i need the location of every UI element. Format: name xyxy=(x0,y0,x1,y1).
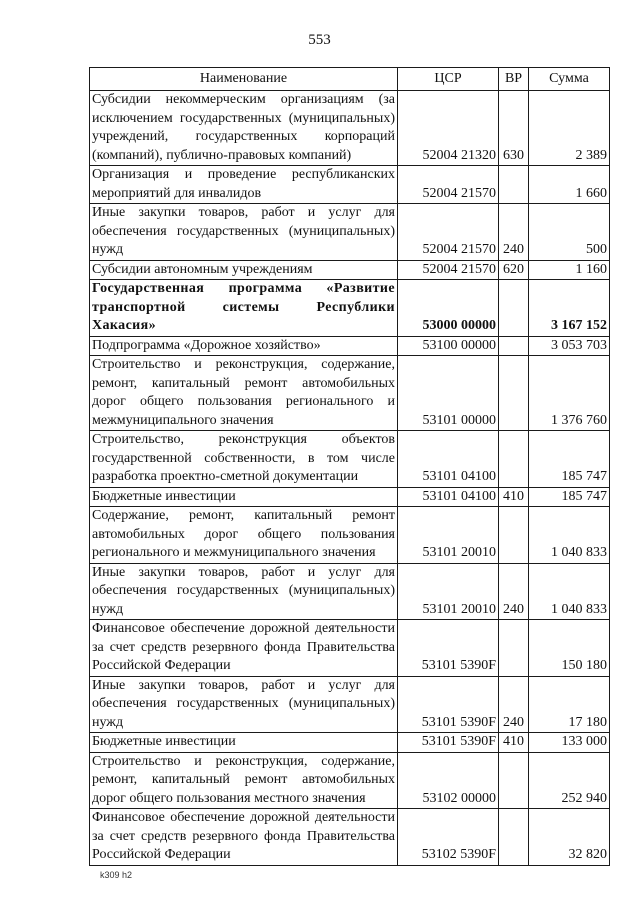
row-name: Финансовое обеспечение дорожной деятельности за счет средств резервного фонда Правительства Российской Федерации xyxy=(90,809,398,866)
row-vr xyxy=(499,809,529,866)
row-sum: 500 xyxy=(529,204,610,261)
row-csr: 53102 00000 xyxy=(398,752,499,809)
row-name: Бюджетные инвестиции xyxy=(90,733,398,753)
row-vr: 240 xyxy=(499,204,529,261)
row-vr xyxy=(499,620,529,677)
table-row xyxy=(90,260,610,280)
row-vr xyxy=(499,280,529,337)
row-csr: 53101 20010 xyxy=(398,507,499,564)
row-sum: 185 747 xyxy=(529,431,610,488)
header-name: Наименование xyxy=(90,68,398,91)
row-csr: 53101 04100 xyxy=(398,431,499,488)
table-row xyxy=(90,507,610,564)
row-name: Иные закупки товаров, работ и услуг для обеспечения государственных (муниципальных) нужд xyxy=(90,204,398,261)
table-row xyxy=(90,733,610,753)
header-csr: ЦСР xyxy=(398,68,499,91)
row-name: Государственная программа «Развитие транспортной системы Республики Хакасия» xyxy=(90,280,398,337)
row-vr xyxy=(499,752,529,809)
row-name: Подпрограмма «Дорожное хозяйство» xyxy=(90,336,398,356)
row-csr: 53101 5390F xyxy=(398,676,499,733)
row-vr: 410 xyxy=(499,487,529,507)
table-row xyxy=(90,431,610,488)
header-vr: ВР xyxy=(499,68,529,91)
row-name: Строительство и реконструкция, содержание, ремонт, капитальный ремонт автомобильных дорог общего пользования местного значения xyxy=(90,752,398,809)
table-row xyxy=(90,336,610,356)
footer-code: k309 h2 xyxy=(100,870,133,880)
row-name: Содержание, ремонт, капитальный ремонт автомобильных дорог общего пользования регионального и межмуниципального значения xyxy=(90,507,398,564)
table-row xyxy=(90,676,610,733)
table-row xyxy=(90,563,610,620)
row-csr: 53101 5390F xyxy=(398,620,499,677)
row-sum: 1 040 833 xyxy=(529,563,610,620)
table-row xyxy=(90,166,610,204)
row-name: Субсидии автономным учреждениям xyxy=(90,260,398,280)
row-sum: 1 160 xyxy=(529,260,610,280)
row-vr: 240 xyxy=(499,563,529,620)
table-row xyxy=(90,356,610,431)
row-vr: 240 xyxy=(499,676,529,733)
row-csr: 53101 00000 xyxy=(398,356,499,431)
row-sum: 3 053 703 xyxy=(529,336,610,356)
row-sum: 2 389 xyxy=(529,91,610,166)
row-csr: 53101 5390F xyxy=(398,733,499,753)
row-csr: 52004 21570 xyxy=(398,204,499,261)
row-sum: 133 000 xyxy=(529,733,610,753)
row-sum: 1 660 xyxy=(529,166,610,204)
row-name: Строительство, реконструкция объектов государственной собственности, в том числе разработка проектно-сметной документации xyxy=(90,431,398,488)
row-csr: 53101 20010 xyxy=(398,563,499,620)
row-csr: 53100 00000 xyxy=(398,336,499,356)
row-sum: 1 040 833 xyxy=(529,507,610,564)
row-name: Субсидии некоммерческим организациям (за исключением государственных (муниципальных) учреждений, государственных корпораций (компаний), публично-правовых компаний) xyxy=(90,91,398,166)
row-vr xyxy=(499,336,529,356)
row-csr: 52004 21570 xyxy=(398,166,499,204)
row-csr: 53102 5390F xyxy=(398,809,499,866)
row-vr xyxy=(499,356,529,431)
row-name: Организация и проведение республиканских мероприятий для инвалидов xyxy=(90,166,398,204)
row-sum: 185 747 xyxy=(529,487,610,507)
row-vr xyxy=(499,507,529,564)
header-sum: Сумма xyxy=(529,68,610,91)
row-sum: 17 180 xyxy=(529,676,610,733)
row-name: Строительство и реконструкция, содержание, ремонт, капитальный ремонт автомобильных дорог общего пользования регионального и межмуниципального значения xyxy=(90,356,398,431)
row-vr: 410 xyxy=(499,733,529,753)
table-row xyxy=(90,620,610,677)
row-sum: 150 180 xyxy=(529,620,610,677)
row-name: Иные закупки товаров, работ и услуг для обеспечения государственных (муниципальных) нужд xyxy=(90,676,398,733)
row-vr xyxy=(499,431,529,488)
row-name: Финансовое обеспечение дорожной деятельности за счет средств резервного фонда Правительства Российской Федерации xyxy=(90,620,398,677)
row-sum: 252 940 xyxy=(529,752,610,809)
page-number: 553 xyxy=(308,32,331,48)
table-body xyxy=(90,91,610,866)
row-sum: 3 167 152 xyxy=(529,280,610,337)
budget-table xyxy=(89,67,610,866)
row-csr: 52004 21570 xyxy=(398,260,499,280)
table-header xyxy=(90,68,610,91)
table-row xyxy=(90,91,610,166)
table-row xyxy=(90,487,610,507)
table-row xyxy=(90,204,610,261)
row-sum: 32 820 xyxy=(529,809,610,866)
row-name: Бюджетные инвестиции xyxy=(90,487,398,507)
table-row-program xyxy=(90,280,610,337)
row-vr: 630 xyxy=(499,91,529,166)
row-csr: 52004 21320 xyxy=(398,91,499,166)
row-vr xyxy=(499,166,529,204)
table-row xyxy=(90,809,610,866)
row-sum: 1 376 760 xyxy=(529,356,610,431)
row-vr: 620 xyxy=(499,260,529,280)
row-name: Иные закупки товаров, работ и услуг для обеспечения государственных (муниципальных) нужд xyxy=(90,563,398,620)
row-csr: 53101 04100 xyxy=(398,487,499,507)
row-csr: 53000 00000 xyxy=(398,280,499,337)
table-row xyxy=(90,752,610,809)
